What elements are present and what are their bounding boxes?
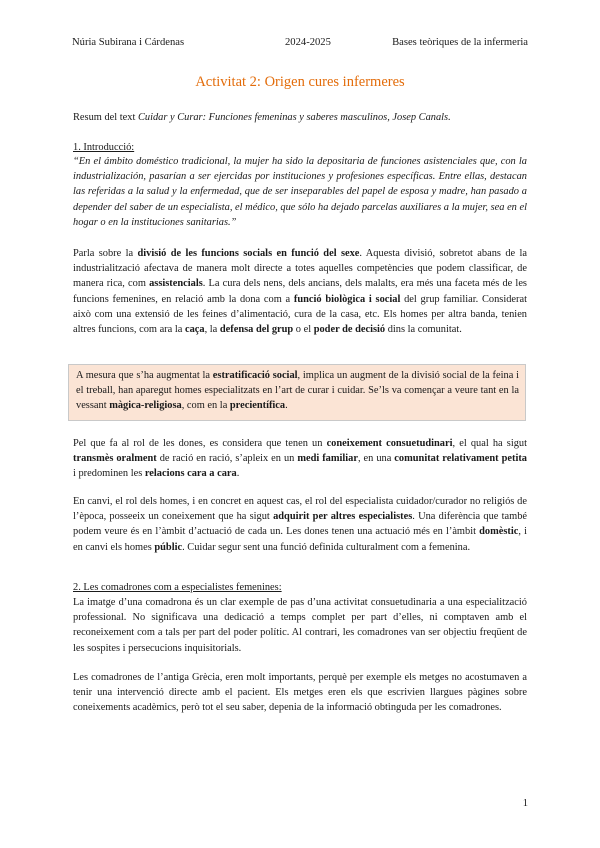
section-2-heading: 2. Les comadrones com a especialistes femenines:	[73, 582, 282, 593]
p1-text-4: del grup familiar. Considerat això com una extensió de les feines d’alimentació, cura de la casa, etc. Els homes per altra banda, tenien altres funcions, com ara la	[73, 293, 528, 336]
paragraph-4: La imatge d’una comadrona és un clar exemple de pas d’una activitat consuetudinaria a una especialització professional. No significava una dedicació a temps complet per part d’elles, ni comptaven amb el reconeixement com a tals per part del poder polític. Al contrari, les comadrones van ser objectiu freqüent de les sospites i persecucions inquisitorials.	[73, 597, 527, 654]
hl-text-4: .	[285, 400, 288, 412]
summary-prefix: Resum del text	[73, 112, 138, 123]
p3-text-4: . Cuidar segur sent una funció definida culturalment com a femenina.	[182, 541, 471, 553]
summary-work-title: Cuidar y Curar: Funciones femeninas y saberes masculinos,	[137, 112, 390, 123]
p3-bold-1: adquirit per altres especialistes	[273, 511, 413, 523]
header-year: 2024-2025	[285, 37, 331, 48]
intro-quote: “En el ámbito doméstico tradicional, la mujer ha sido la depositaria de funciones asistenciales que, con la industrialización, pasarían a ser ejercidas por instituciones y profesiones específicas. Entre ellas, destacan las referidas a la salud y la enfermedad, que de ser inseparables del papel de esposa y madre, han pasado a depender del saber de un especialista, el médico, que sólo ha dejado parcelas auxiliares a la mujer, sea en el hogar o en la instituciones sanitarias.”	[73, 156, 527, 228]
highlight-paragraph	[76, 368, 519, 414]
summary-line	[73, 110, 527, 125]
page-title: Activitat 2: Origen cures infermeres	[195, 74, 405, 90]
p2-text-1: Pel que fa al rol de les dones, es considera que tenen un	[73, 438, 327, 449]
p1-bold-4: caça	[184, 324, 205, 336]
p2-bold-5: relacions cara a cara	[144, 468, 237, 480]
header-course: Bases teòriques de la infermeria	[392, 37, 528, 48]
paragraph-2	[73, 436, 527, 482]
hl-bold-3: precientífica	[229, 400, 286, 412]
p1-text-1: Parla sobre la	[73, 248, 138, 259]
p1-text-6: o el	[293, 324, 314, 336]
p1-bold-2: assistencials	[149, 278, 203, 290]
paragraph-3	[73, 494, 527, 555]
hl-text-1: A mesura que s’ha augmentat la	[76, 370, 213, 381]
p1-bold-1: divisió de les funcions socials en funció del sexe	[137, 248, 360, 259]
hl-text-2: , implica un augment de la divisió social de la feina i el treball, han aparegut homes especialitzats en l’art de curar i cuidar. Se’ls va començar a veure tant en la vessant	[76, 370, 519, 412]
hl-bold-1: estratificació social	[212, 370, 298, 381]
p2-text-3: de ració en ració, s’apleix en un	[156, 453, 298, 465]
p3-bold-3: públic	[154, 541, 183, 553]
paragraph-5: Les comadrones de l’antiga Grècia, eren molt importants, perquè per exemple els metges no acostumaven a tenir una intervenció directe amb el pacient. Els metges eren els que escrivien llargues pàgines sobre coneixements acadèmics, però tot el seu saber, depenia de la informació obtinguda per les comadrones.	[73, 672, 527, 714]
p2-text-6: .	[236, 468, 240, 480]
p3-bold-2: domèstic	[479, 526, 519, 538]
p2-bold-4: comunitat relativament petita	[394, 453, 527, 465]
p1-bold-6: poder de decisió	[313, 324, 386, 336]
p3-text-1: En canvi, el rol dels homes, i en concret en aquest cas, el rol del especialista cuidador/curador no religiós de l’època, posseeix un coneixement que ha sigut	[73, 496, 527, 523]
page-number: 1	[522, 798, 528, 809]
header-author: Núria Subirana i Cárdenas	[72, 37, 185, 48]
intro-heading: 1. Introducció:	[73, 142, 135, 153]
p1-text-2: . Aquesta divisió, sobretot abans de la industrialització afectava de manera molt directe a totes aquelles competències que podem classificar, de manera rica, com	[73, 248, 527, 290]
page-header	[72, 37, 528, 51]
p1-text-5: , la	[204, 324, 220, 336]
p1-bold-5: defensa del grup	[219, 324, 294, 336]
p3-text-3: , i en canvi els homes	[73, 526, 527, 553]
p1-text-7: dins la comunitat.	[385, 324, 462, 336]
summary-author: Josep Canals.	[389, 112, 451, 123]
p2-bold-2: transmès oralment	[73, 453, 157, 465]
p2-text-4: , en una	[358, 453, 395, 465]
paragraph-1	[73, 246, 527, 337]
p2-text-5: i predominen les	[73, 468, 145, 480]
p3-text-2: . Una diferència que també podem veure és en l’àmbit d’actuació de cada un. Les dones tenen una actuació més en l’àmbit	[73, 511, 527, 538]
hl-bold-2: màgica-religiosa	[109, 400, 182, 412]
p1-bold-3: funció biològica i social	[293, 293, 401, 305]
hl-text-3: , com en la	[181, 400, 230, 412]
p2-text-2: , el qual ha sigut	[452, 438, 527, 449]
p1-text-3: . La cura dels nens, dels ancians, dels malalts, era més una faceta més de les funcions femenines, en relació amb la dona com a	[73, 278, 527, 305]
p2-bold-3: medi familiar	[297, 453, 358, 465]
p2-bold-1: coneixement consuetudinari	[326, 438, 453, 449]
